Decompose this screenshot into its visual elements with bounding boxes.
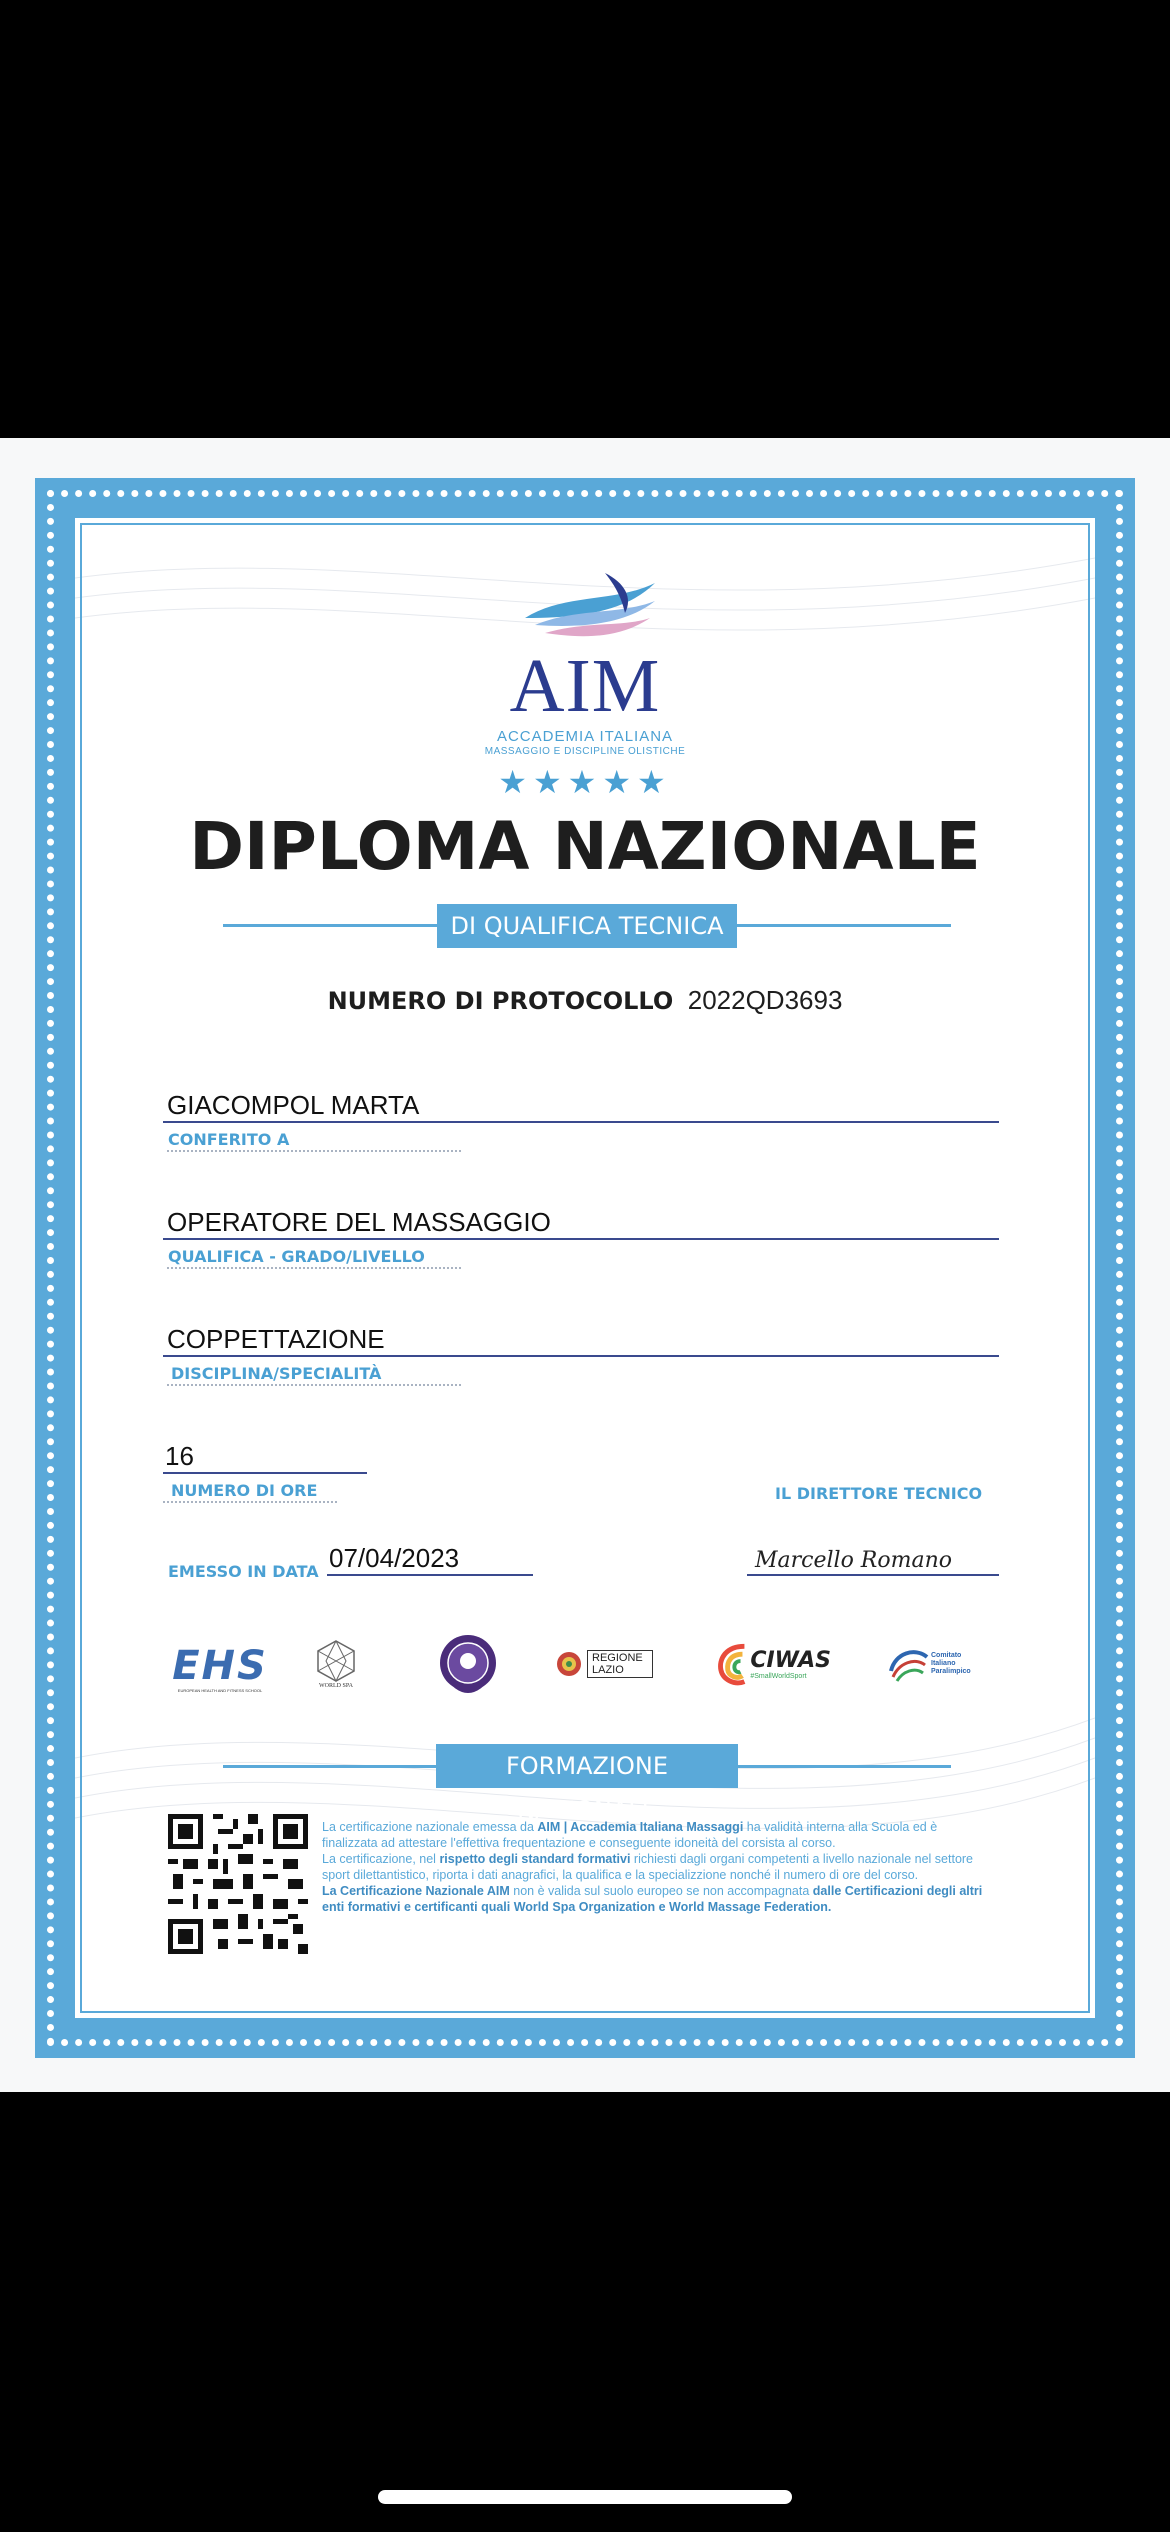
qualifica-banner: DI QUALIFICA TECNICA (437, 904, 737, 948)
world-spa-logo: WORLD SPA (311, 1630, 361, 1698)
protocol-number: 2022QD3693 (687, 985, 843, 1015)
icosahedron-icon (314, 1639, 358, 1683)
rating-stars: ★★★★★ (498, 764, 672, 800)
diploma-title: DIPLOMA NAZIONALE (189, 808, 981, 885)
date-label: EMESSO IN DATA (168, 1562, 319, 1581)
protocol-row (75, 985, 1095, 1016)
seal-logo (433, 1628, 503, 1698)
paralympic-icon (885, 1641, 931, 1687)
qualification-label: QUALIFICA - GRADO/LIVELLO (168, 1247, 425, 1266)
logo-tagline: MASSAGGIO E DISCIPLINE OLISTICHE (484, 746, 686, 757)
director-label: IL DIRETTORE TECNICO (775, 1484, 983, 1503)
wave-logo-icon (505, 563, 665, 643)
diploma-sheet (0, 438, 1170, 2092)
lazio-crest-icon (555, 1650, 583, 1678)
logo-subtitle: ACCADEMIA ITALIANA (496, 728, 674, 745)
laurel-seal-icon (436, 1631, 500, 1695)
aim-logo (75, 563, 1095, 801)
footer-disclaimer: La certificazione nazionale emessa da AIM | Accademia Italiana Massaggi ha validità interna alla Scuola ed è finalizzata ad attestare l'effettiva frequentazione e conseguente idoneità del corsista al corso. La certificazione, nel rispetto degli standard formativi richiesti dagli organi competenti a livello nazionale nel settore sport dilettantistico, riporta i dati anagrafici, la qualifica e la specializzione nonché il numero di ore del corso. La Certificazione Nazionale AIM non è valida sul suolo europeo se non accompagnata dalle Certificazioni degli altri enti formativi e certificanti quali World Spa Organization e World Massage Federation. (322, 1820, 983, 1914)
comitato-paralimpico-logo: Comitato Italiano Paralimpico (885, 1636, 985, 1692)
diploma-paper (75, 518, 1095, 2018)
qr-code (168, 1814, 308, 1954)
ehs-logo: EHS EUROPEAN HEALTH AND FITNESS SCHOOL (172, 1642, 268, 1693)
recipient-name: GIACOMPOL MARTA (167, 1090, 420, 1120)
ciwas-logo: CIWAS #SmallWorldSport (715, 1636, 831, 1692)
ciwas-swirl-icon (715, 1640, 750, 1688)
formazione-banner: FORMAZIONE NAZIONALE (436, 1744, 738, 1788)
hours-label: NUMERO DI ORE (171, 1481, 318, 1500)
issue-date: 07/04/2023 (329, 1543, 460, 1573)
regione-lazio-logo: REGIONE LAZIO (545, 1646, 663, 1682)
hours-value: 16 (165, 1441, 194, 1471)
protocol-label: NUMERO DI PROTOCOLLO (327, 987, 674, 1015)
qualification-value: OPERATORE DEL MASSAGGIO (167, 1207, 551, 1237)
discipline-value: COPPETTAZIONE (167, 1324, 385, 1354)
discipline-label: DISCIPLINA/SPECIALITÀ (171, 1364, 382, 1383)
recipient-label: CONFERITO A (168, 1130, 290, 1149)
director-signature: Marcello Romano (755, 1548, 953, 1573)
home-indicator[interactable] (378, 2490, 792, 2504)
logo-name: AIM (509, 644, 661, 728)
